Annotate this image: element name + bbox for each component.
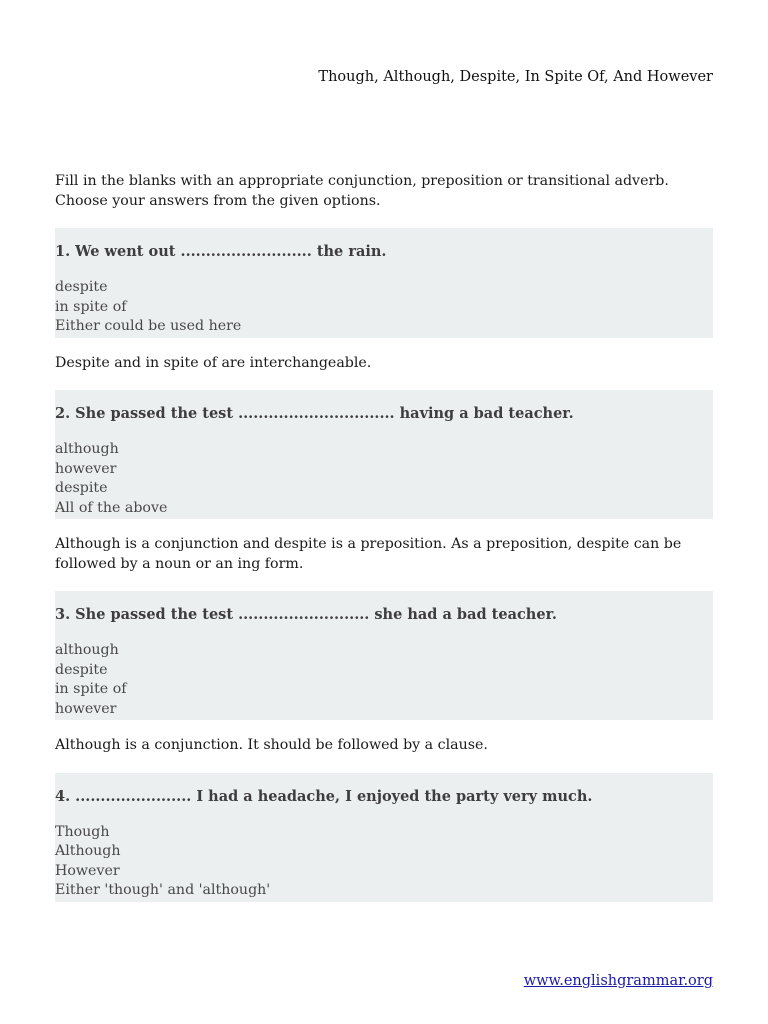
answer-option[interactable]: Either could be used here [55, 318, 242, 334]
explanation: Although is a conjunction and despite is a preposition. As a preposition, despite can be followed by a noun or an ing form. [55, 536, 682, 572]
question-block [55, 228, 713, 338]
question-text: 1. We went out .......................... the rain. [55, 243, 387, 260]
instructions: Fill in the blanks with an appropriate conjunction, preposition or transitional adverb. Choose your answers from the given options. [55, 173, 669, 209]
answer-option[interactable]: in spite of [55, 681, 127, 697]
site-link[interactable]: www.englishgrammar.org [523, 973, 713, 989]
answer-option[interactable]: Although [55, 843, 121, 859]
answer-option[interactable]: however [55, 700, 117, 717]
answer-option[interactable]: Though [55, 823, 110, 840]
answer-option[interactable]: despite [55, 279, 108, 295]
question-text: 4. ....................... I had a headache, I enjoyed the party very much. [55, 787, 593, 805]
answer-option[interactable]: Either 'though' and 'although' [55, 882, 271, 898]
question-block [55, 390, 713, 519]
explanation: Despite and in spite of are interchangeable. [55, 354, 372, 371]
answer-option[interactable]: despite [55, 661, 108, 678]
exercise-content [55, 172, 713, 902]
question-block [55, 773, 713, 902]
answer-option[interactable]: although [55, 441, 119, 457]
answer-option[interactable]: although [55, 642, 119, 658]
answer-option[interactable]: However [55, 862, 120, 879]
answer-option[interactable]: however [55, 460, 117, 477]
answer-option[interactable]: in spite of [55, 298, 127, 315]
question-text: 2. She passed the test ............................... having a bad teacher. [55, 405, 574, 422]
question-block [55, 591, 713, 720]
question-text: 3. She passed the test .......................... she had a bad teacher. [55, 606, 557, 623]
answer-option[interactable]: despite [55, 480, 108, 496]
explanation: Although is a conjunction. It should be followed by a clause. [55, 737, 488, 753]
page-title: Though, Although, Despite, In Spite Of, And However [318, 69, 713, 85]
answer-option[interactable]: All of the above [55, 499, 168, 516]
